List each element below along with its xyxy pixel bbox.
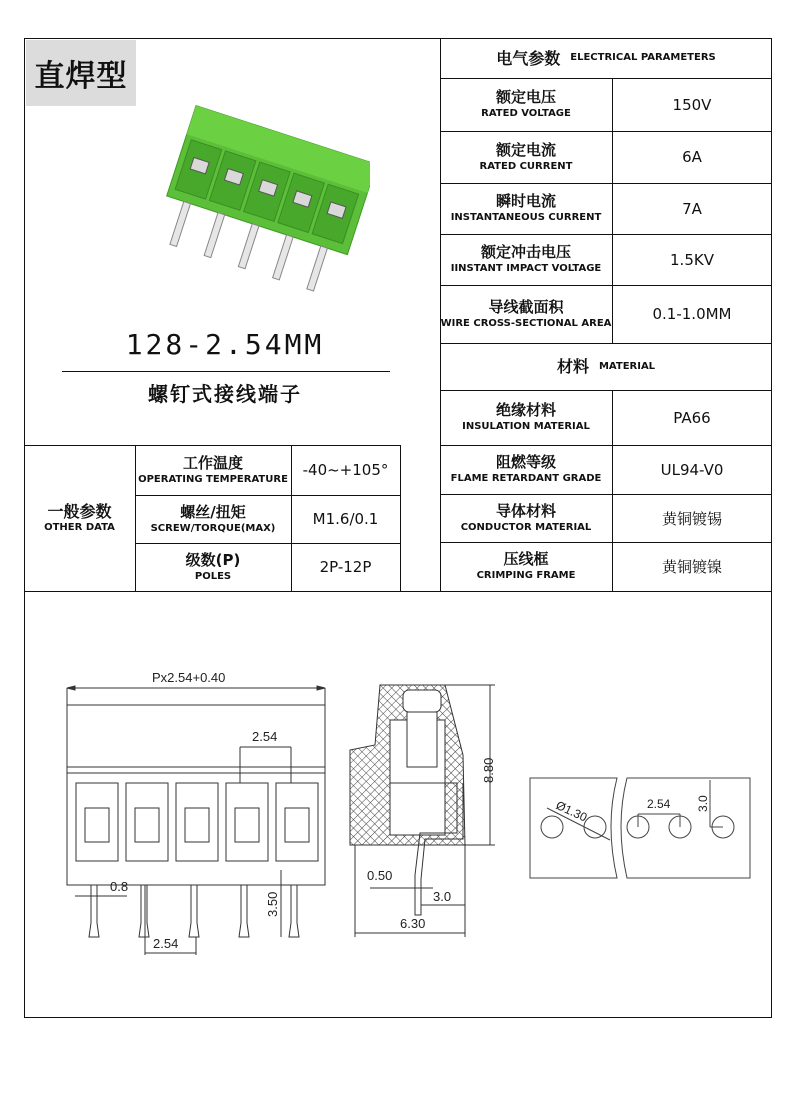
param-value: 7A <box>682 199 702 218</box>
param-label <box>440 445 612 494</box>
param-label <box>440 542 612 591</box>
param-label-zh: 压线框 <box>503 550 549 568</box>
param-label-zh: 额定电流 <box>495 140 556 159</box>
model-number: 128-2.54MM <box>125 328 325 361</box>
param-label <box>135 445 291 495</box>
param-value: -40~+105° <box>302 461 389 479</box>
param-label-zh: 导线截面积 <box>488 297 564 316</box>
svg-text:Ø1.30: Ø1.30 <box>553 798 590 825</box>
param-label <box>135 495 291 543</box>
svg-text:3.0: 3.0 <box>696 795 710 812</box>
param-value: PA66 <box>673 408 711 427</box>
param-value: 黄铜镀锡 <box>661 509 722 528</box>
param-label-zh: 瞬时电流 <box>495 192 556 210</box>
section-title-en: OTHER DATA <box>44 521 115 533</box>
param-label-en: FLAME RETARDANT GRADE <box>450 473 602 484</box>
param-label <box>440 390 612 445</box>
section-line <box>24 591 772 592</box>
param-label <box>135 543 291 591</box>
material-header <box>440 343 772 390</box>
title-divider <box>62 371 390 372</box>
param-label-en: INSTANTANEOUS CURRENT <box>450 212 602 223</box>
other-data-header <box>24 445 135 591</box>
param-label-zh: 阻燃等级 <box>495 453 556 471</box>
svg-text:Px2.54+0.40: Px2.54+0.40 <box>152 670 226 685</box>
param-value: M1.6/0.1 <box>312 510 379 528</box>
param-value: 1.5KV <box>670 250 714 269</box>
electrical-header <box>440 38 772 78</box>
param-label <box>440 285 612 343</box>
param-label-zh: 导体材料 <box>495 501 556 520</box>
param-value: UL94-V0 <box>660 460 724 479</box>
svg-text:2.54: 2.54 <box>252 729 278 744</box>
section-title-zh: 电气参数 <box>496 48 561 68</box>
param-value: 6A <box>682 148 702 166</box>
param-label-en: OPERATING TEMPERATURE <box>138 473 288 485</box>
param-label <box>440 234 612 285</box>
product-photo <box>150 100 370 300</box>
param-label-zh: 螺丝/扭矩 <box>180 502 246 521</box>
svg-text:2.54: 2.54 <box>647 797 671 811</box>
section-title-en: MATERIAL <box>598 360 656 372</box>
section-title-en: ELECTRICAL PARAMETERS <box>570 52 716 63</box>
param-label-zh: 额定冲击电压 <box>480 243 571 261</box>
param-value: 150V <box>672 95 712 114</box>
pcb-layout-drawing <box>525 770 760 885</box>
svg-text:0.8: 0.8 <box>110 879 129 894</box>
param-label-en: INSULATION MATERIAL <box>462 421 590 432</box>
param-label-en: CONDUCTOR MATERIAL <box>460 521 592 533</box>
param-label-zh: 额定电压 <box>495 88 556 106</box>
param-label-en: POLES <box>194 570 232 582</box>
svg-text:0.50: 0.50 <box>367 868 393 883</box>
param-label-zh: 工作温度 <box>182 453 243 472</box>
param-label-en: CRIMPING FRAME <box>476 570 576 581</box>
svg-text:8.80: 8.80 <box>481 757 496 783</box>
param-label <box>440 78 612 131</box>
param-value: 黄铜镀镍 <box>661 558 722 576</box>
front-view-drawing <box>55 665 335 965</box>
param-label-en: IINSTANT IMPACT VOLTAGE <box>450 263 602 274</box>
param-label-en: WIRE CROSS-SECTIONAL AREA <box>440 317 612 329</box>
svg-text:2.54: 2.54 <box>153 936 179 951</box>
param-label-en: SCREW/TORQUE(MAX) <box>150 522 276 534</box>
svg-text:3.0: 3.0 <box>433 889 452 904</box>
svg-text:3.50: 3.50 <box>265 891 280 917</box>
side-view-drawing <box>345 675 515 945</box>
param-label-zh: 绝缘材料 <box>495 401 556 419</box>
section-title-zh: 材料 <box>556 357 589 376</box>
mount-type-badge: 直焊型 <box>26 40 136 106</box>
param-value: 2P-12P <box>319 558 372 576</box>
param-label <box>440 183 612 234</box>
product-name: 螺钉式接线端子 <box>148 382 302 406</box>
col-line <box>400 445 401 591</box>
param-label <box>440 131 612 183</box>
param-value: 0.1-1.0MM <box>652 305 732 323</box>
param-label-en: RATED CURRENT <box>479 160 573 172</box>
svg-text:6.30: 6.30 <box>400 916 426 931</box>
param-label-zh: 级数(P) <box>185 550 241 569</box>
param-label <box>440 494 612 542</box>
param-label-en: RATED VOLTAGE <box>481 108 571 119</box>
section-title-zh: 一般参数 <box>47 501 112 521</box>
